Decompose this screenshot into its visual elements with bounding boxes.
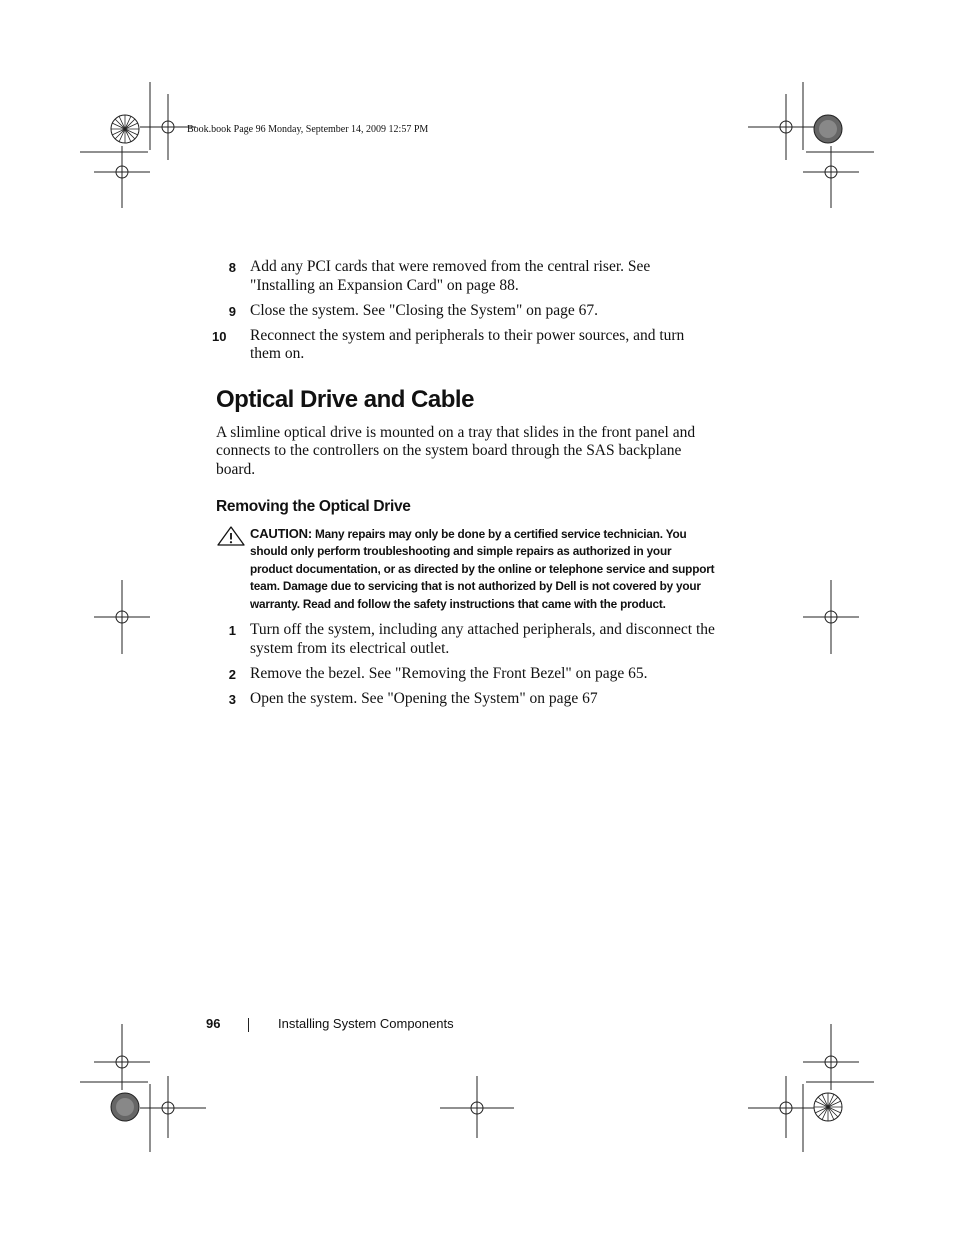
- step-text: Add any PCI cards that were removed from the central riser. See "Installing an Expansion Card" on page 88.: [250, 258, 651, 294]
- warning-triangle-icon: [216, 525, 246, 552]
- step-text: Close the system. See "Closing the System" on page 67.: [250, 301, 599, 319]
- chapter-title: Installing System Components: [278, 1016, 454, 1031]
- caution-label: CAUTION:: [250, 526, 312, 541]
- list-item: [216, 258, 716, 295]
- print-slug: Book.book Page 96 Monday, September 14, 2009 12:57 PM: [187, 124, 429, 135]
- caution-notice: [216, 525, 716, 613]
- step-text: Reconnect the system and peripherals to their power sources, and turn them on.: [250, 326, 685, 362]
- step-number: 10: [212, 328, 227, 344]
- list-item: [216, 665, 716, 684]
- step-number: 1: [228, 623, 236, 639]
- step-number: 2: [228, 666, 236, 682]
- step-text: Turn off the system, including any attached peripherals, and disconnect the system from its electrical outlet.: [250, 621, 715, 657]
- step-text: Remove the bezel. See "Removing the Front Bezel" on page 65.: [250, 664, 648, 682]
- list-item: [216, 302, 716, 321]
- section-paragraph: A slimline optical drive is mounted on a tray that slides in the front panel and connects to the controllers on the system board through the SAS backplane board.: [216, 423, 696, 478]
- step-number: 9: [228, 303, 236, 319]
- main-content: [212, 258, 716, 715]
- step-text: Open the system. See "Opening the System" on page 67: [250, 689, 598, 707]
- page-number: 96: [206, 1016, 221, 1031]
- step-number: 3: [228, 691, 236, 707]
- footer-divider: [248, 1018, 249, 1032]
- subsection-title: Removing the Optical Drive: [216, 498, 411, 515]
- caution-text: Many repairs may only be done by a certified service technician. You should only perform troubleshooting and simple repairs as authorized in your product documentation, or as directed by the online or telephone service and support team. Damage due to servicing that is not authorized by Dell is not covered by your warranty. Read and follow the safety instructions that came with the product.: [250, 527, 715, 611]
- section-title: Optical Drive and Cable: [216, 385, 474, 413]
- list-item: [212, 326, 716, 364]
- step-number: 8: [228, 260, 236, 275]
- list-item: [216, 690, 716, 709]
- list-item: [216, 621, 716, 658]
